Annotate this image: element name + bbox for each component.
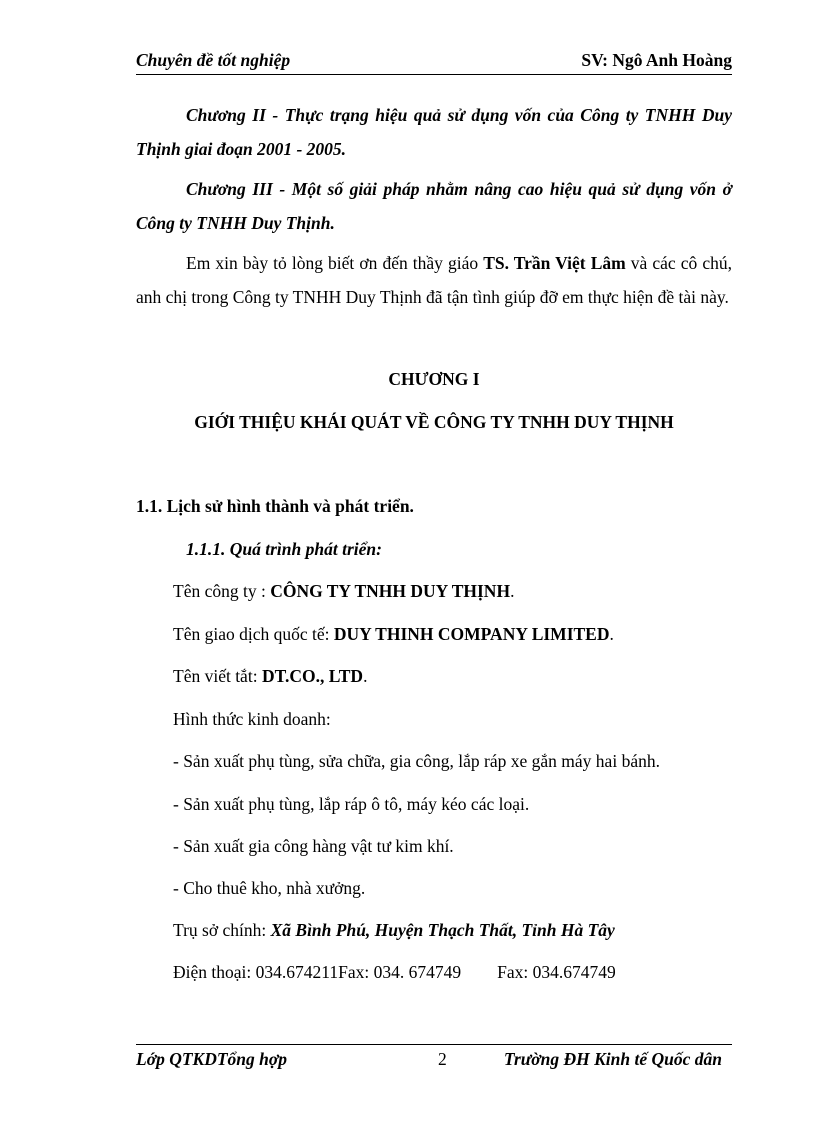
section-title: 1.1. Lịch sử hình thành và phát triển. — [136, 496, 414, 516]
intl-value: DUY THINH COMPANY LIMITED — [333, 624, 610, 644]
intro-block — [136, 98, 732, 314]
chapter-2-summary: Chương II - Thực trạng hiệu quả sử dụng vốn của Công ty TNHH Duy Thịnh giai đoạn 2001 - 2005. — [136, 105, 732, 159]
contact-line — [136, 962, 732, 982]
abbr-period: . — [363, 666, 368, 686]
business-item-3-line — [136, 836, 732, 856]
hq-line — [136, 920, 732, 940]
company-name-line — [136, 581, 732, 601]
page-number: 2 — [438, 1049, 447, 1069]
acknowledgement-post: và các cô chú, anh chị trong Công ty TNHH Duy Thịnh đã tận tình giúp đỡ em thực hiện đề tài này. — [136, 253, 733, 307]
chapter-heading — [136, 369, 732, 390]
company-value: CÔNG TY TNHH DUY THỊNH — [270, 581, 511, 601]
hq-value: Xã Bình Phú, Huyện Thạch Thất, Tỉnh Hà Tây — [270, 920, 615, 940]
hq-label: Trụ sở chính: — [173, 920, 271, 940]
business-item-2-line — [136, 794, 732, 814]
abbr-value: DT.CO., LTD — [261, 666, 364, 686]
intl-period: . — [609, 624, 614, 644]
footer-school: Trường ĐH Kinh tế Quốc dân — [503, 1049, 722, 1069]
intl-label: Tên giao dịch quốc tế: — [173, 624, 334, 644]
footer-class: Lớp QTKDTổng hợp — [136, 1049, 288, 1069]
chapter-title-block — [136, 412, 732, 433]
section-heading-block — [136, 496, 732, 517]
business-item: - Sản xuất phụ tùng, sửa chữa, gia công, lắp ráp xe gắn máy hai bánh. — [173, 751, 660, 771]
business-item: - Sản xuất gia công hàng vật tư kim khí. — [173, 836, 454, 856]
subsection-title: 1.1.1. Quá trình phát triển: — [186, 539, 382, 559]
abbr-label: Tên viết tắt: — [173, 666, 262, 686]
page-footer — [136, 1044, 732, 1071]
abbr-name-line — [136, 666, 732, 686]
chapter-3-summary: Chương III - Một số giải pháp nhằm nâng cao hiệu quả sử dụng vốn ở Công ty TNHH Duy Thịnh. — [136, 179, 732, 233]
chapter-title: GIỚI THIỆU KHÁI QUÁT VỀ CÔNG TY TNHH DUY THỊNH — [194, 412, 674, 432]
business-item: - Sản xuất phụ tùng, lắp ráp ô tô, máy kéo các loại. — [173, 794, 530, 814]
subsection-heading-block — [136, 539, 732, 560]
company-label: Tên công ty : — [173, 581, 271, 601]
header-author: SV: Ngô Anh Hoàng — [581, 50, 732, 70]
business-item-4-line — [136, 878, 732, 898]
header-title: Chuyên đề tốt nghiệp — [136, 50, 291, 70]
phone-text: Điện thoại: 034.674211Fax: 034. 674749 — [173, 962, 462, 982]
intl-name-line — [136, 624, 732, 644]
acknowledgement-pre: Em xin bày tỏ lòng biết ơn đến thầy giáo — [186, 253, 484, 273]
business-label: Hình thức kinh doanh: — [173, 709, 331, 729]
acknowledgement — [136, 246, 732, 314]
supervisor-name: TS. Trần Việt Lâm — [483, 253, 626, 273]
business-label-line — [136, 709, 732, 729]
company-period: . — [510, 581, 515, 601]
fax-text: Fax: 034.674749 — [497, 962, 616, 982]
business-item: - Cho thuê kho, nhà xưởng. — [173, 878, 366, 898]
business-item-1-line — [136, 751, 732, 771]
chapter-label: CHƯƠNG I — [388, 369, 480, 389]
page-header — [136, 50, 732, 75]
